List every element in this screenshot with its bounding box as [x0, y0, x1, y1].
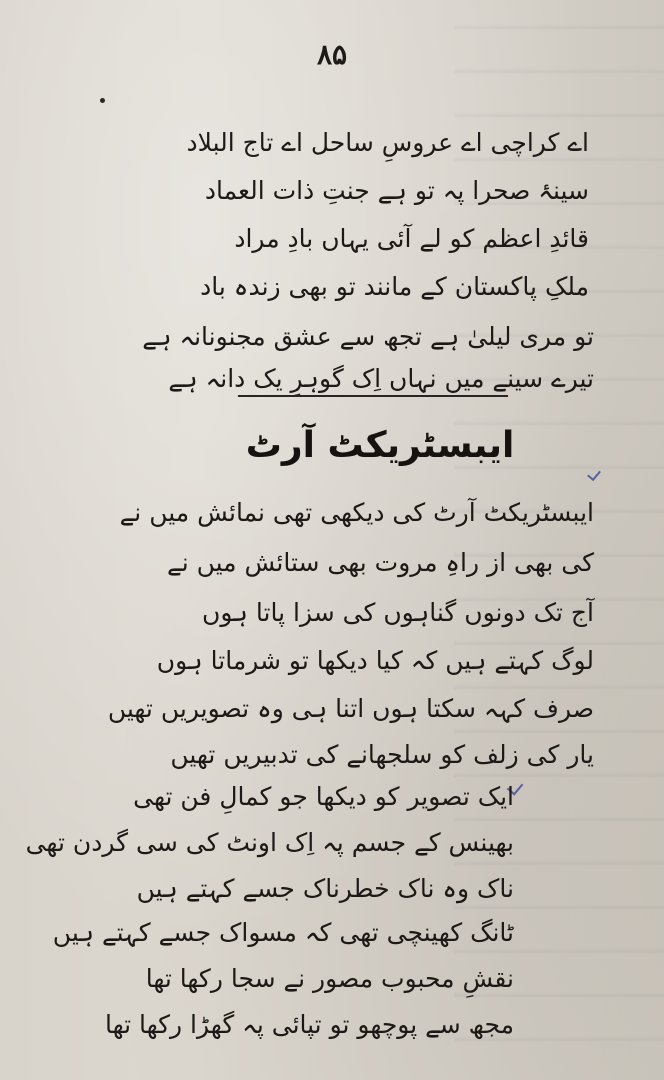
- poem-2-line-5: صرف کہہ سکتا ہوں اتنا ہی وہ تصویریں تھیں: [107, 694, 594, 723]
- pen-tick-mark: [587, 467, 601, 481]
- poem-2-line-12: مجھ سے پوچھو تو تپائی پہ گھڑا رکھا تھا: [104, 1010, 514, 1039]
- poem-2-line-2: کی بھی از راہِ مروت بھی ستائش میں نے: [167, 548, 594, 577]
- poem-2-line-7: ایک تصویر کو دیکھا جو کمالِ فن تھی: [133, 782, 514, 811]
- poem-2-line-6: یار کی زلف کو سلجھانے کی تدبیریں تھیں: [170, 740, 594, 769]
- poem-2-line-1: ایبسٹریکٹ آرٹ کی دیکھی تھی نمائش میں نے: [119, 498, 594, 527]
- ink-dot: [100, 98, 105, 103]
- poem-1-line-3: قائدِ اعظم کو لے آئی یہاں بادِ مراد: [234, 224, 589, 253]
- poem-2-line-4: لوگ کہتے ہیں کہ کیا دیکھا تو شرماتا ہوں: [156, 646, 594, 675]
- poem-2-line-3: آج تک دونوں گناہوں کی سزا پاتا ہوں: [202, 598, 594, 627]
- poem-2-line-10: ٹانگ کھینچی تھی کہ مسواک جسے کہتے ہیں: [52, 918, 514, 947]
- poem-2-line-11: نقشِ محبوب مصور نے سجا رکھا تھا: [145, 964, 514, 993]
- poem-1-line-4: ملکِ پاکستان کے مانند تو بھی زندہ باد: [200, 272, 589, 301]
- page-number: ۸۵: [316, 38, 348, 71]
- poem-title: ایبسٹریکٹ آرٹ: [245, 425, 515, 466]
- poem-1-line-2: سینۂ صحرا پہ تو ہے جنتِ ذات العماد: [204, 176, 589, 205]
- poem-2-line-8: بھینس کے جسم پہ اِک اونٹ کی سی گردن تھی: [25, 828, 514, 857]
- poem-2-line-9: ناک وہ ناک خطرناک جسے کہتے ہیں: [136, 874, 514, 903]
- poem-1-line-1: اے کراچی اے عروسِ ساحل اے تاج البلاد: [186, 128, 589, 157]
- poem-1-line-6: تیرے سینے میں نہاں اِک گوہرِ یک دانہ ہے: [168, 364, 594, 393]
- poem-1-line-5: تو مری لیلیٰ ہے تجھ سے عشق مجنونانہ ہے: [142, 322, 594, 351]
- underline-rule: [238, 395, 508, 397]
